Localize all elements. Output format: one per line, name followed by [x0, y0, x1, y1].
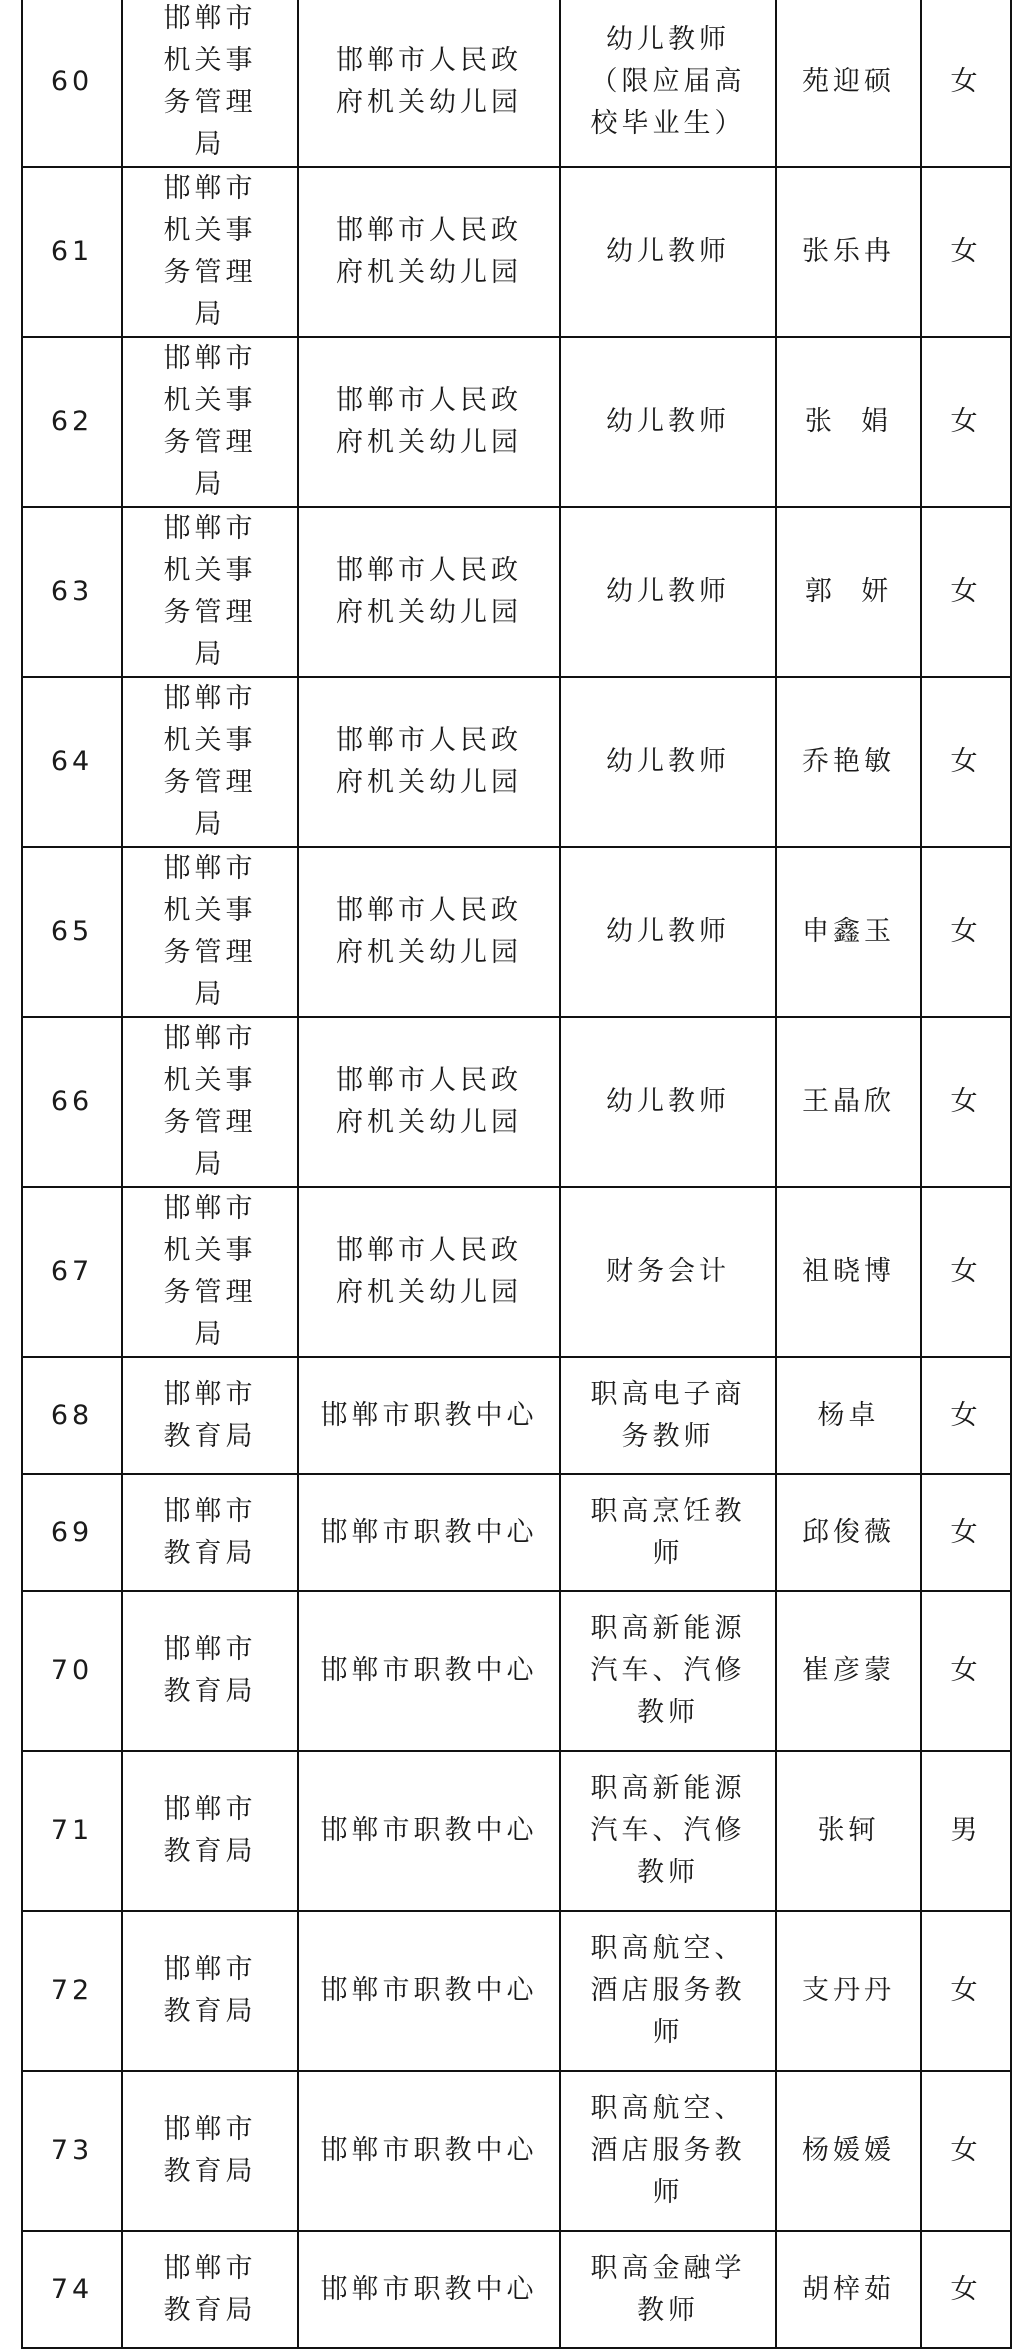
- department-cell: 邯郸市机关事务管理局: [122, 507, 298, 677]
- unit-cell: 邯郸市职教中心: [298, 1591, 560, 1751]
- department-cell: 邯郸市教育局: [122, 1357, 298, 1474]
- gender-cell: 女: [921, 2231, 1011, 2348]
- gender-cell: 男: [921, 1751, 1011, 1911]
- department-cell: 邯郸市机关事务管理局: [122, 677, 298, 847]
- department-cell: 邯郸市机关事务管理局: [122, 337, 298, 507]
- table-row: [22, 677, 1011, 847]
- unit-cell: 邯郸市人民政府机关幼儿园: [298, 847, 560, 1017]
- position-cell: 财务会计: [560, 1187, 776, 1357]
- name-cell: 祖晓博: [776, 1187, 921, 1357]
- department-cell: 邯郸市教育局: [122, 1911, 298, 2071]
- name-cell: 胡梓茹: [776, 2231, 921, 2348]
- row-number: 72: [22, 1911, 122, 2071]
- name-cell: 郭 妍: [776, 507, 921, 677]
- row-number: 61: [22, 167, 122, 337]
- name-cell: 杨媛媛: [776, 2071, 921, 2231]
- name-cell: 杨卓: [776, 1357, 921, 1474]
- gender-cell: 女: [921, 2071, 1011, 2231]
- gender-cell: 女: [921, 1357, 1011, 1474]
- hire-roster-table: [21, 0, 1012, 2349]
- table-row: [22, 1751, 1011, 1911]
- name-cell: 乔艳敏: [776, 677, 921, 847]
- table-row: [22, 2071, 1011, 2231]
- department-cell: 邯郸市教育局: [122, 2231, 298, 2348]
- table-row: [22, 1017, 1011, 1187]
- unit-cell: 邯郸市职教中心: [298, 1911, 560, 2071]
- gender-cell: 女: [921, 507, 1011, 677]
- table-row: [22, 1911, 1011, 2071]
- unit-cell: 邯郸市人民政府机关幼儿园: [298, 0, 560, 167]
- unit-cell: 邯郸市人民政府机关幼儿园: [298, 1017, 560, 1187]
- department-cell: 邯郸市教育局: [122, 2071, 298, 2231]
- position-cell: 幼儿教师: [560, 337, 776, 507]
- position-cell: 职高金融学教师: [560, 2231, 776, 2348]
- unit-cell: 邯郸市人民政府机关幼儿园: [298, 507, 560, 677]
- department-cell: 邯郸市机关事务管理局: [122, 0, 298, 167]
- row-number: 62: [22, 337, 122, 507]
- unit-cell: 邯郸市人民政府机关幼儿园: [298, 167, 560, 337]
- position-cell: 幼儿教师: [560, 1017, 776, 1187]
- table-row: [22, 0, 1011, 167]
- department-cell: 邯郸市教育局: [122, 1751, 298, 1911]
- name-cell: 王晶欣: [776, 1017, 921, 1187]
- name-cell: 支丹丹: [776, 1911, 921, 2071]
- gender-cell: 女: [921, 847, 1011, 1017]
- row-number: 70: [22, 1591, 122, 1751]
- unit-cell: 邯郸市职教中心: [298, 2071, 560, 2231]
- position-cell: 职高烹饪教师: [560, 1474, 776, 1591]
- department-cell: 邯郸市教育局: [122, 1474, 298, 1591]
- table-row: [22, 2231, 1011, 2348]
- table-row: [22, 167, 1011, 337]
- row-number: 68: [22, 1357, 122, 1474]
- gender-cell: 女: [921, 1187, 1011, 1357]
- position-cell: 幼儿教师: [560, 167, 776, 337]
- gender-cell: 女: [921, 0, 1011, 167]
- position-cell: 幼儿教师（限应届高校毕业生）: [560, 0, 776, 167]
- unit-cell: 邯郸市职教中心: [298, 2231, 560, 2348]
- table-row: [22, 1187, 1011, 1357]
- row-number: 66: [22, 1017, 122, 1187]
- gender-cell: 女: [921, 1591, 1011, 1751]
- department-cell: 邯郸市机关事务管理局: [122, 847, 298, 1017]
- unit-cell: 邯郸市人民政府机关幼儿园: [298, 677, 560, 847]
- table-row: [22, 847, 1011, 1017]
- name-cell: 申鑫玉: [776, 847, 921, 1017]
- unit-cell: 邯郸市职教中心: [298, 1751, 560, 1911]
- position-cell: 幼儿教师: [560, 847, 776, 1017]
- position-cell: 幼儿教师: [560, 677, 776, 847]
- unit-cell: 邯郸市职教中心: [298, 1357, 560, 1474]
- gender-cell: 女: [921, 1474, 1011, 1591]
- gender-cell: 女: [921, 677, 1011, 847]
- unit-cell: 邯郸市人民政府机关幼儿园: [298, 337, 560, 507]
- unit-cell: 邯郸市职教中心: [298, 1474, 560, 1591]
- table-row: [22, 1357, 1011, 1474]
- department-cell: 邯郸市机关事务管理局: [122, 167, 298, 337]
- name-cell: 张轲: [776, 1751, 921, 1911]
- row-number: 60: [22, 0, 122, 167]
- position-cell: 职高新能源汽车、汽修教师: [560, 1591, 776, 1751]
- department-cell: 邯郸市教育局: [122, 1591, 298, 1751]
- position-cell: 职高航空、酒店服务教师: [560, 2071, 776, 2231]
- name-cell: 邱俊薇: [776, 1474, 921, 1591]
- gender-cell: 女: [921, 337, 1011, 507]
- row-number: 73: [22, 2071, 122, 2231]
- name-cell: 张乐冉: [776, 167, 921, 337]
- position-cell: 职高航空、酒店服务教师: [560, 1911, 776, 2071]
- name-cell: 苑迎硕: [776, 0, 921, 167]
- row-number: 74: [22, 2231, 122, 2348]
- position-cell: 职高电子商务教师: [560, 1357, 776, 1474]
- row-number: 64: [22, 677, 122, 847]
- table-row: [22, 337, 1011, 507]
- gender-cell: 女: [921, 1017, 1011, 1187]
- department-cell: 邯郸市机关事务管理局: [122, 1187, 298, 1357]
- department-cell: 邯郸市机关事务管理局: [122, 1017, 298, 1187]
- unit-cell: 邯郸市人民政府机关幼儿园: [298, 1187, 560, 1357]
- position-cell: 职高新能源汽车、汽修教师: [560, 1751, 776, 1911]
- table-row: [22, 1474, 1011, 1591]
- table-row: [22, 507, 1011, 677]
- row-number: 71: [22, 1751, 122, 1911]
- gender-cell: 女: [921, 167, 1011, 337]
- name-cell: 崔彦蒙: [776, 1591, 921, 1751]
- name-cell: 张 娟: [776, 337, 921, 507]
- row-number: 65: [22, 847, 122, 1017]
- row-number: 63: [22, 507, 122, 677]
- row-number: 69: [22, 1474, 122, 1591]
- table-row: [22, 1591, 1011, 1751]
- position-cell: 幼儿教师: [560, 507, 776, 677]
- gender-cell: 女: [921, 1911, 1011, 2071]
- row-number: 67: [22, 1187, 122, 1357]
